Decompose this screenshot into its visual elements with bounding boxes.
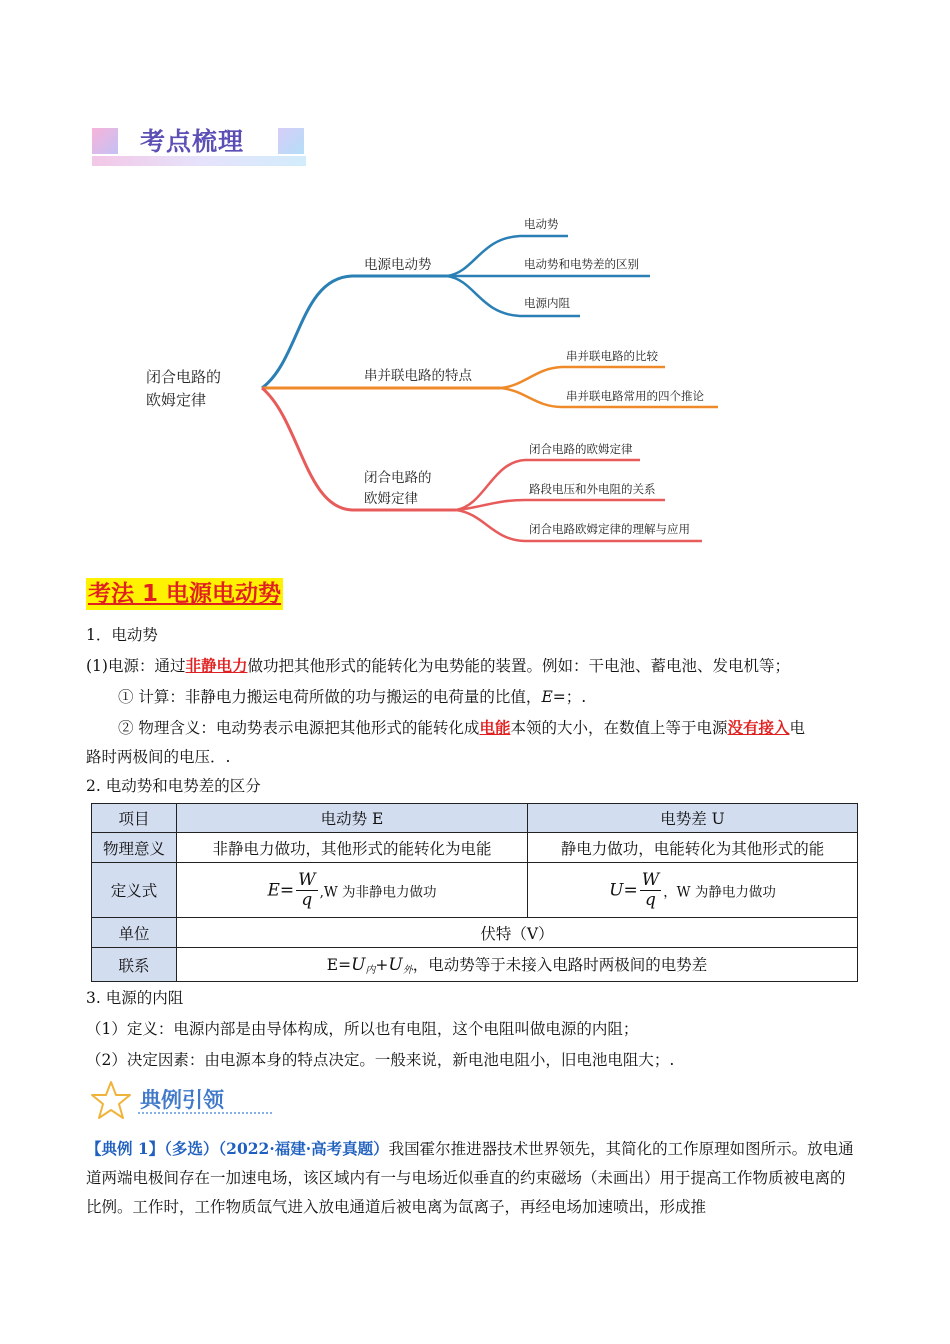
leaf-label-3-2: 路段电压和外电阻的关系	[529, 482, 656, 496]
example-tag: 【典例 1】（多选）（2022·福建·高考真题）	[86, 1139, 389, 1158]
section3-heading: 3. 电源的内阻	[86, 989, 184, 1007]
formula-emf-numerator: W	[298, 869, 316, 890]
table-cell-meaning-u: 静电力做功，电能转化为其他形式的能	[528, 833, 858, 863]
section1-p1	[86, 655, 790, 677]
mindmap-root-line1: 闭合电路的	[146, 368, 222, 386]
table-cell-definition-emf: E= $\frac{W}{q}$ ,W 为非静电力做功	[177, 863, 528, 918]
link-suffix: ，电动势等于未接入电路时两极间的电势差	[412, 956, 708, 974]
link-u-inner: U	[351, 955, 366, 975]
section3-p1: （1）定义：电源内部是由导体构成，所以也有电阻，这个电阻叫做电源的内阻；	[86, 1020, 639, 1038]
star-icon	[90, 1080, 132, 1120]
leaf-label-3-1: 闭合电路的欧姆定律	[529, 442, 633, 456]
table-row-meaning	[92, 833, 858, 863]
link-prefix: E=	[326, 956, 352, 974]
formula-u-numerator: W	[641, 869, 660, 890]
example-header-underline	[138, 1112, 272, 1114]
table-header-item: 项目	[92, 804, 177, 833]
leaf-line-2-1	[500, 367, 665, 388]
table-cell-link	[177, 948, 858, 982]
section1-p2-math: E	[541, 688, 553, 706]
branch-line-3	[262, 388, 456, 510]
branch-label-3-line2: 欧姆定律	[364, 491, 418, 507]
section1-p2-text: ① 计算：非静电力搬运电荷所做的功与搬运的电荷量的比值，	[118, 688, 542, 706]
link-u-outer: U	[388, 955, 403, 975]
comparison-table	[91, 803, 858, 982]
example-text: 我国霍尔推进器技术世界领先，其简化的工作原理如图所示。放电通道两端电极间存在一加速电场，该区域内有一与电场近似垂直的约束磁场（未画出）用于提高工作物质被电离的比例。工作时，工作物质氙气进入放电通道后被电离为氙离子，再经电场加速喷出，形成推	[86, 1140, 854, 1216]
formula-u-denominator: q	[645, 889, 656, 910]
table-cell-definition-u: U= $\frac{W}{q}$ ，W 为静电力做功	[528, 863, 858, 918]
formula-u-lhs: U	[609, 880, 624, 900]
table-label-definition: 定义式	[92, 863, 177, 918]
table-header-potential-diff: 电势差 U	[528, 804, 858, 833]
example-header	[90, 1080, 250, 1124]
formula-u-note: ，W 为静电力做功	[663, 884, 776, 900]
keyword-nonelectrostatic: 非静电力	[185, 656, 248, 675]
table-label-link: 联系	[92, 948, 177, 982]
section1-heading: 1．电动势	[86, 626, 158, 644]
leaf-label-2-2: 串并联电路常用的四个推论	[566, 389, 704, 403]
branch-label-1: 电源电动势	[364, 257, 432, 273]
section3-p2: （2）决定因素：由电源本身的特点决定。一般来说，新电池电阻小，旧电池电阻大；.	[86, 1051, 675, 1069]
formula-emf-fraction	[296, 871, 317, 910]
table-row-link	[92, 948, 858, 982]
section1-p2-tail: =；.	[552, 688, 587, 706]
link-plus: +	[375, 956, 389, 974]
leaf-label-1-1: 电动势	[524, 217, 559, 231]
formula-emf-denominator: q	[301, 889, 313, 910]
section1-p3-line2: 路时两极间的电压．.	[86, 748, 231, 766]
formula-emf-note: ,W 为非静电力做功	[319, 884, 437, 900]
link-sub-inner: 内	[365, 965, 376, 976]
section1-p2	[118, 686, 586, 708]
section1-p1-suffix: 做功把其他形式的能转化为电势能的装置。例如：干电池、蓄电池、发电机等；	[247, 657, 790, 675]
decor-block-right	[278, 128, 304, 154]
leaf-line-3-2	[456, 500, 665, 510]
leaf-label-3-3: 闭合电路欧姆定律的理解与应用	[529, 522, 690, 536]
section2-heading: 2. 电动势和电势差的区分	[86, 777, 261, 795]
table-label-meaning: 物理意义	[92, 833, 177, 863]
section1-p1-prefix: (1)电源：通过	[86, 657, 186, 675]
mindmap	[0, 180, 950, 560]
decor-block-left	[92, 128, 118, 154]
section1-p3	[118, 717, 868, 739]
branch-label-3-line1: 闭合电路的	[364, 470, 432, 486]
keyword-electric-energy: 电能	[479, 718, 511, 737]
section1-p3-mid: 本领的大小，在数值上等于电源	[510, 719, 728, 737]
example-header-label: 典例引领	[140, 1088, 224, 1112]
section1-p3-prefix: ② 物理含义：电动势表示电源把其他形式的能转化成	[118, 719, 480, 737]
section-header	[92, 122, 322, 170]
leaf-label-2-1: 串并联电路的比较	[566, 349, 658, 363]
example-paragraph	[86, 1134, 858, 1222]
mindmap-root-line2: 欧姆定律	[146, 391, 207, 409]
formula-u-fraction	[640, 871, 661, 910]
formula-emf-lhs: E	[267, 880, 280, 900]
table-row-unit	[92, 918, 858, 948]
table-cell-meaning-emf: 非静电力做功，其他形式的能转化为电能	[177, 833, 528, 863]
link-sub-outer: 外	[402, 965, 413, 976]
table-cell-unit: 伏特（V）	[177, 918, 858, 948]
leaf-label-1-3: 电源内阻	[524, 296, 570, 310]
section1-p3-suffix: 电	[789, 719, 805, 737]
table-header-emf: 电动势 E	[177, 804, 528, 833]
table-label-unit: 单位	[92, 918, 177, 948]
keyword-not-connected: 没有接入	[727, 718, 790, 737]
branch-label-2: 串并联电路的特点	[364, 368, 472, 384]
table-header-row	[92, 804, 858, 833]
table-row-definition	[92, 863, 858, 918]
section-header-title: 考点梳理	[140, 127, 245, 156]
method-title: 考法 1 电源电动势	[86, 578, 283, 610]
leaf-label-1-2: 电动势和电势差的区别	[524, 257, 639, 271]
